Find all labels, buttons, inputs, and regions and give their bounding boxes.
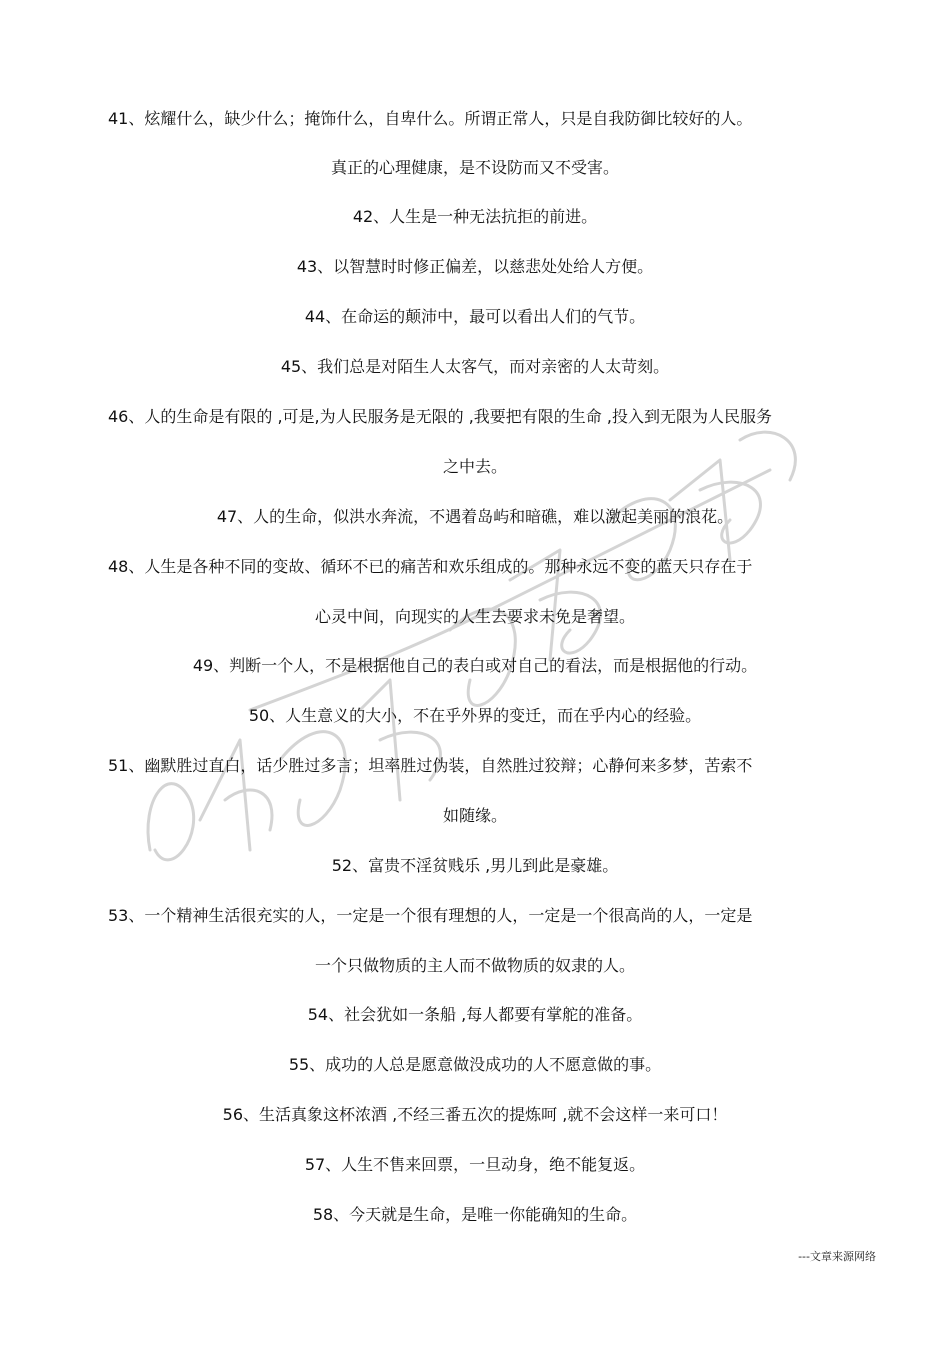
text-line: 心灵中间，向现实的人生去要求未免是奢望。 (314, 607, 635, 626)
text-line: 之中去。 (442, 457, 507, 476)
text-line: 44、在命运的颠沛中，最可以看出人们的气节。 (304, 307, 646, 326)
text-line: 42、人生是一种无法抗拒的前进。 (352, 207, 598, 226)
text-line: 43、以智慧时时修正偏差，以慈悲处处给人方便。 (296, 257, 654, 276)
text-line: 57、人生不售来回票，一旦动身，绝不能复返。 (304, 1155, 646, 1174)
text-line: 49、判断一个人，不是根据他自己的表白或对自己的看法，而是根据他的行动。 (192, 656, 758, 675)
text-line: 53、一个精神生活很充实的人，一定是一个很有理想的人，一定是一个很高尚的人，一定是 (108, 906, 753, 925)
text-line: 54、社会犹如一条船 ,每人都要有掌舵的准备。 (307, 1005, 643, 1024)
text-line: 47、人的生命，似洪水奔流，不遇着岛屿和暗礁，难以激起美丽的浪花。 (216, 507, 734, 526)
text-line: 真正的心理健康，是不设防而又不受害。 (330, 158, 619, 177)
text-line: 46、人的生命是有限的 ,可是,为人民服务是无限的 ,我要把有限的生命 ,投入到无限为人民服务 (108, 407, 772, 426)
text-line: 50、人生意义的大小，不在乎外界的变迁，而在乎内心的经验。 (248, 706, 702, 725)
text-line: 58、今天就是生命，是唯一你能确知的生命。 (312, 1205, 638, 1224)
text-line: 45、我们总是对陌生人太客气，而对亲密的人太苛刻。 (280, 357, 670, 376)
text-line: 51、幽默胜过直白，话少胜过多言；坦率胜过伪装，自然胜过狡辩；心静何来多梦，苦索不 (108, 756, 753, 775)
text-line: 52、富贵不淫贫贱乐 ,男儿到此是豪雄。 (331, 856, 619, 875)
text-line: 41、炫耀什么，缺少什么；掩饰什么，自卑什么。所谓正常人，只是自我防御比较好的人。 (108, 109, 753, 128)
source-footer: ---文章来源网络 (798, 1250, 876, 1263)
text-line: 一个只做物质的主人而不做物质的奴隶的人。 (314, 956, 635, 975)
text-line: 55、成功的人总是愿意做没成功的人不愿意做的事。 (288, 1055, 662, 1074)
text-line: 如随缘。 (442, 806, 507, 825)
text-line: 48、人生是各种不同的变故、循环不已的痛苦和欢乐组成的。那种永远不变的蓝天只存在于 (108, 557, 753, 576)
text-line: 56、生活真象这杯浓酒 ,不经三番五次的提炼呵 ,就不会这样一来可口！ (222, 1105, 728, 1124)
